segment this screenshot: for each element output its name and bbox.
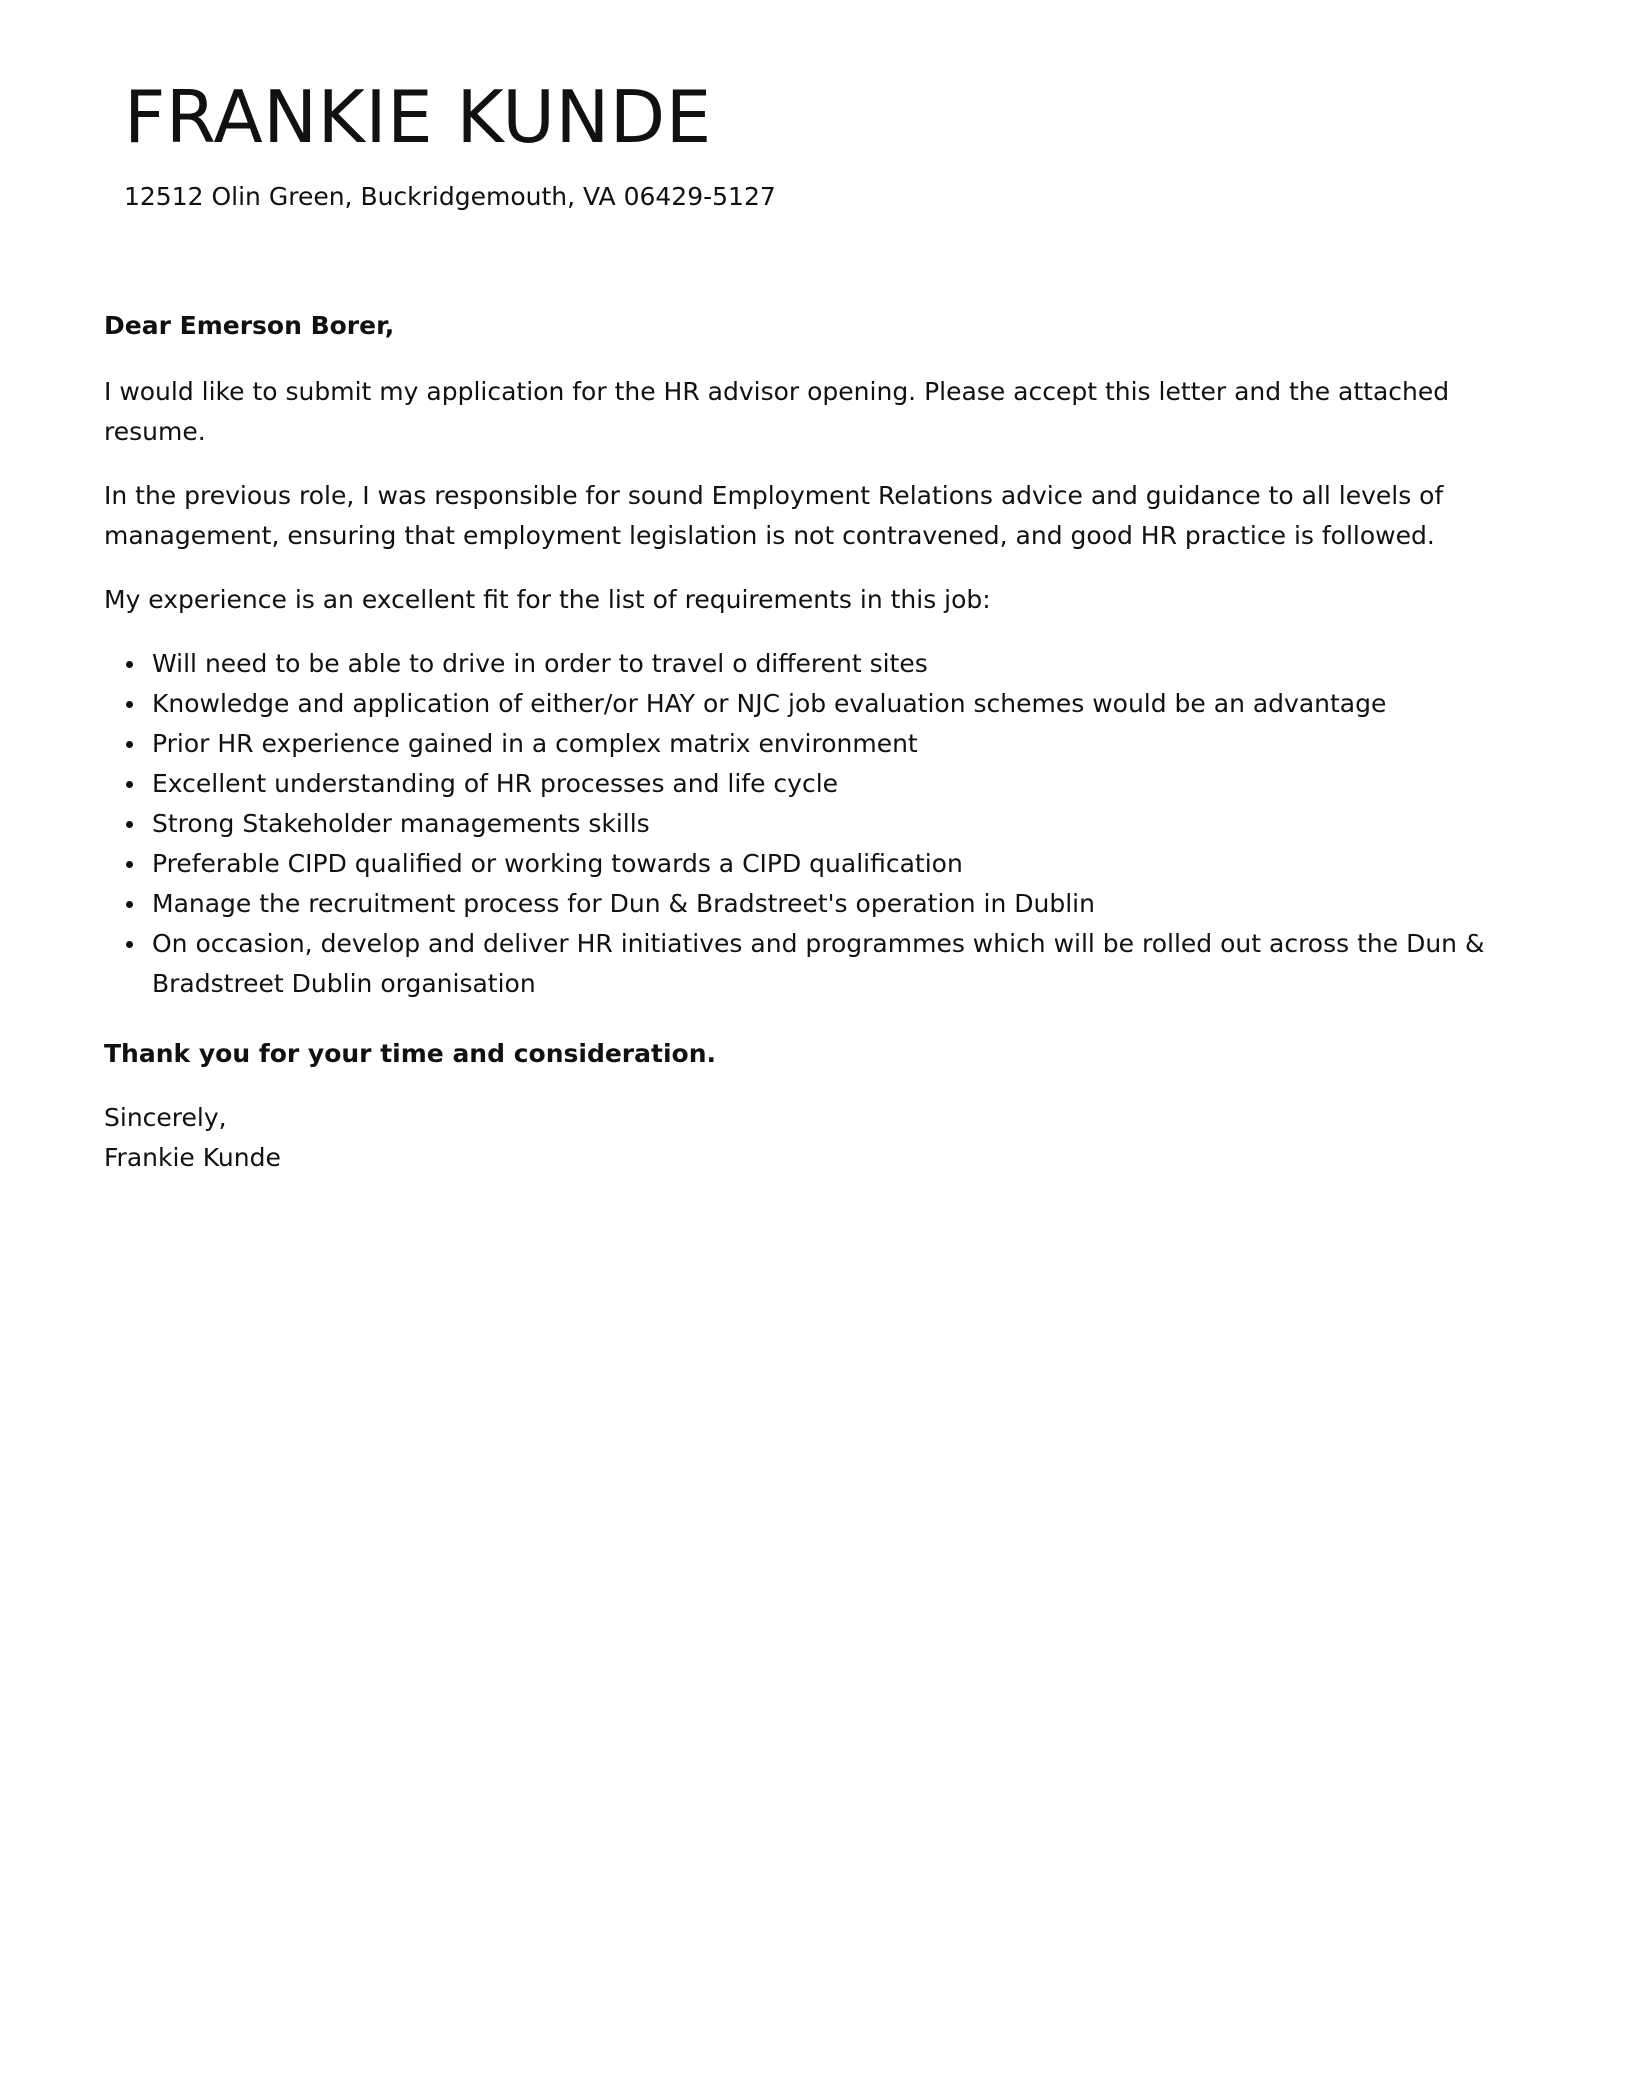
- letter-header: [124, 72, 776, 214]
- signoff: Sincerely,: [104, 1103, 227, 1132]
- closing-block: [104, 1098, 1524, 1178]
- list-item-text: Will need to be able to drive in order to travel o different sites: [152, 649, 928, 678]
- bullet-icon: [126, 701, 133, 708]
- paragraph-previous-role: In the previous role, I was responsible for sound Employment Relations advice and guidance to all levels of management, ensuring that employment legislation is not contravened, and good HR practice is followed.: [104, 481, 1444, 550]
- list-item-text: On occasion, develop and deliver HR initiatives and programmes which will be rolled out across the Dun & Bradstreet Dublin organisation: [152, 929, 1485, 998]
- applicant-name: FRANKIE KUNDE: [124, 75, 712, 159]
- letter-body: [104, 306, 1524, 1178]
- list-item: [152, 804, 1524, 844]
- bullet-icon: [126, 861, 133, 868]
- bullet-icon: [126, 661, 133, 668]
- bullet-icon: [126, 901, 133, 908]
- list-item: [152, 684, 1524, 724]
- list-item-text: Prior HR experience gained in a complex matrix environment: [152, 729, 918, 758]
- list-item-text: Manage the recruitment process for Dun & Bradstreet's operation in Dublin: [152, 889, 1095, 918]
- greeting: Dear Emerson Borer,: [104, 311, 395, 340]
- applicant-address: 12512 Olin Green, Buckridgemouth, VA 06429-5127: [124, 182, 776, 211]
- list-item-text: Strong Stakeholder managements skills: [152, 809, 650, 838]
- list-item-text: Preferable CIPD qualified or working towards a CIPD qualification: [152, 849, 963, 878]
- signature-name: Frankie Kunde: [104, 1143, 281, 1172]
- list-item: [152, 844, 1524, 884]
- requirements-list: [104, 644, 1524, 1004]
- paragraph-fit: My experience is an excellent fit for the list of requirements in this job:: [104, 585, 991, 614]
- bullet-icon: [126, 781, 133, 788]
- list-item: [152, 884, 1524, 924]
- list-item-text: Knowledge and application of either/or HAY or NJC job evaluation schemes would be an advantage: [152, 689, 1387, 718]
- bullet-icon: [126, 941, 133, 948]
- list-item-text: Excellent understanding of HR processes and life cycle: [152, 769, 839, 798]
- paragraph-intro: I would like to submit my application for the HR advisor opening. Please accept this letter and the attached resume.: [104, 377, 1450, 446]
- list-item: [152, 724, 1524, 764]
- list-item: [152, 644, 1524, 684]
- thanks-line: Thank you for your time and consideration.: [104, 1039, 716, 1068]
- bullet-icon: [126, 741, 133, 748]
- bullet-icon: [126, 821, 133, 828]
- list-item: [152, 764, 1524, 804]
- list-item: [152, 924, 1524, 1004]
